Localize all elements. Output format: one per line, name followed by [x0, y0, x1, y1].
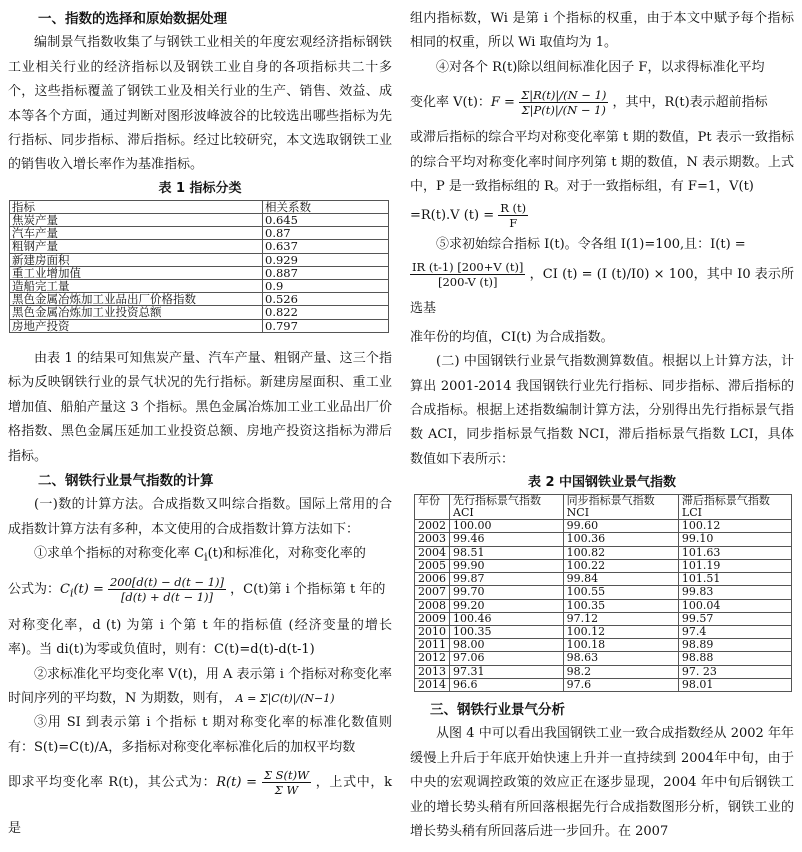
section-1-paragraph-1: 编制景气指数收集了与钢铁工业相关的年度宏观经济指标钢铁工业相关行业的经济指标以及钢铁工业自身的各项指标共二十多个，这些指标覆盖了钢铁工业及相关行业的生产、销售、效益、成本等各个方面，通过判断对图形波峰波谷的比较选出哪些指标为先行指标、同步指标、滞后指标。经过比较研究，本文选取钢铁工业的销售收入增长率作为基准指标。: [8, 35, 392, 173]
formula-1-suffix: ，C(t)第 i 个指标第 t 年的: [230, 582, 386, 598]
formula-6-fraction: [410, 260, 525, 289]
section-3-paragraph-1: 从图 4 中可以看出我国钢铁工业一致合成指数经从 2002 年年缓慢上升后于年底开始快速上升并一直持续到 2004年中旬，由于中央的宏观调控政策的效应正在逐步显现，2004 年中旬后钢铁工业的增长势头稍有所回落根据先行合成指数图形分析，钢铁工业的增长势头稍有所回落后进一步回升。在 2007: [410, 726, 794, 839]
table-cell: 2005: [415, 559, 450, 572]
formula-4-suffix: ，其中，R(t)表示超前指标: [612, 95, 768, 111]
table-row: [415, 665, 792, 678]
table-cell: 造船完工量: [10, 280, 263, 293]
s2-p2-part-a: ①求单个指标的对称变化率 C: [34, 546, 205, 562]
table-row: [415, 599, 792, 612]
section-2-paragraph-1: (一)数的计算方法。合成指数又叫综合指数。国际上常用的合成指数计算方法有多种，本文使用的合成指数计算方法如下：: [8, 497, 392, 537]
table-cell: 100.00: [450, 520, 564, 533]
table-row: [415, 678, 792, 691]
right-paragraph-9: (二) 中国钢铁行业景气指数测算数值。根据以上计算方法，计算出 2001-2014 我国钢铁行业先行指标、同步指标、滞后指标的合成指标。根据上述指数编制计算方法，分别得出先行指标景气指数 ACI，同步指标景气指数 NCI，滞后指标景气指数 LCI，具体数值如下表所示：: [410, 354, 794, 467]
table-cell: 0.87: [263, 227, 389, 240]
left-column: [8, 0, 392, 852]
table-2: [414, 494, 792, 692]
section-2-title: 二、钢铁行业景气指数的计算: [38, 472, 214, 489]
table-row: [10, 280, 389, 293]
table-cell: 98.00: [450, 639, 564, 652]
table-row: [415, 533, 792, 546]
right-paragraph-1: 组内指标数，Wi 是第 i 个指标的权重，由于本文中赋予每个指标相同的权重，所以 Wi 取值均为 1。: [410, 11, 794, 51]
table-row: [415, 612, 792, 625]
s2-p2-part-b: (t)和标准化，对称变化率的: [207, 546, 366, 562]
table-row: [10, 227, 389, 240]
table-cell: 99.70: [450, 586, 564, 599]
table-cell: 房地产投资: [10, 319, 263, 332]
table-cell: 100.12: [678, 520, 791, 533]
table-cell: 重工业增加值: [10, 266, 263, 279]
table-cell: 99.60: [563, 520, 678, 533]
table-row: [415, 586, 792, 599]
section-3-title: 三、钢铁行业景气分析: [430, 701, 565, 718]
table-2-header-cell: 年份: [415, 495, 450, 520]
table-cell: 100.55: [563, 586, 678, 599]
formula-6-denominator: [200-V (t)]: [437, 274, 498, 289]
table-cell: 0.9: [263, 280, 389, 293]
table-cell: 0.645: [263, 214, 389, 227]
table-cell: 96.6: [450, 678, 564, 691]
formula-1-prefix: 公式为：: [8, 582, 61, 598]
table-cell: 100.18: [563, 639, 678, 652]
table-row: [10, 266, 389, 279]
table-1-header-row: [10, 200, 389, 213]
section-1-title: 一、指数的选择和原始数据处理: [38, 11, 227, 27]
right-paragraph-8: 准年份的均值，CI(t) 为合成指数。: [410, 329, 614, 345]
table-cell: 100.35: [563, 599, 678, 612]
table-1: [9, 200, 389, 333]
right-paragraph-2: ④对各个 R(t)除以组间标准化因子 F，以求得标准化平均: [436, 59, 765, 75]
table-cell: 98.88: [678, 652, 791, 665]
table-cell: 97.6: [563, 678, 678, 691]
table-1-caption: 表 1 指标分类: [158, 180, 242, 196]
table-cell: 黑色金属冶炼加工业投资总额: [10, 306, 263, 319]
table-cell: 101.51: [678, 573, 791, 586]
table-cell: 99.84: [563, 573, 678, 586]
table-cell: 97.06: [450, 652, 564, 665]
table-2-header-cell: 同步指标景气指数 NCI: [563, 495, 678, 520]
table-row: [415, 546, 792, 559]
table-cell: 2014: [415, 678, 450, 691]
table-row: [415, 559, 792, 572]
table-cell: 0.637: [263, 240, 389, 253]
table-cell: 100.22: [563, 559, 678, 572]
table-cell: 2003: [415, 533, 450, 546]
table-cell: 99.46: [450, 533, 564, 546]
table-cell: 2012: [415, 652, 450, 665]
section-2-formula-3-line: 即求平均变化率 R(t)，其公式为：R(t) = $\frac{\text{Σ S(t)W}}{\text{Σ W}}$ ，上式中，k 是: [8, 768, 392, 837]
section-2-paragraph-4: 对称变化率，d (t) 为第 i 个第 t 年的指标值 (经济变量的增长率)。当 di(t)为零或负值时，则有：C(t)=d(t)-d(t-1): [8, 617, 392, 658]
formula-3-denominator: Σ W: [274, 783, 299, 798]
right-column: [410, 0, 794, 844]
table-cell: 新建房面积: [10, 253, 263, 266]
table-row: [10, 240, 389, 253]
table-cell: 0.929: [263, 253, 389, 266]
table-cell: 黑色金属冶炼加工业品出厂价格指数: [10, 293, 263, 306]
table-cell: 0.887: [263, 266, 389, 279]
s2-p5-text: ②求标准化平均变化率 V(t)，用 A 表示第 i 个指标对称变化率时间序列的平均数，N 为期数，则有，: [8, 666, 392, 706]
table-cell: 焦炭产量: [10, 214, 263, 227]
formula-4-line: 变化率 V(t)：F = $\frac{\Sigma|R(t)|/(N - 1)}{\Sigma|P(t)|/(N - 1)}$ ，其中，R(t)表示超前指标: [410, 88, 768, 118]
table-row: [415, 639, 792, 652]
section-2-paragraph-6: ③用 SI 到表示第 i 个指标 t 期对称变化率的标准化数值则有：S(t)=C(t)/A，多指标对称变化率标准化后的加权平均数: [8, 715, 392, 755]
formula-1-lhs: C: [60, 582, 70, 598]
table-cell: 101.19: [678, 559, 791, 572]
formula-4-prefix: 变化率 V(t)：: [410, 95, 491, 111]
table-row: [415, 520, 792, 533]
table-row: [10, 293, 389, 306]
table-cell: 2002: [415, 520, 450, 533]
right-paragraph-6: ⑤求初始综合指标 I(t)。令各组 I(1)=100,且：I(t) =: [436, 237, 746, 253]
table-cell: 2009: [415, 612, 450, 625]
table-1-header-cell: 相关系数: [263, 200, 389, 213]
formula-3-fraction: [262, 768, 311, 797]
table-cell: 100.36: [563, 533, 678, 546]
formula-1-fraction: [108, 575, 226, 604]
table-cell: 98.89: [678, 639, 791, 652]
section-1-paragraph-2: 由表 1 的结果可知焦炭产量、汽车产量、粗钢产量、这三个指标为反映钢铁行业的景气状况的先行指标。新建房屋面积、重工业增加值、船舶产量这 3 个指标。黑色金属冶炼加工业工业品出厂价格指数、黑色金属压延加工业投资总额、房地产投资这指标为滞后指标。: [8, 350, 392, 464]
table-cell: 0.822: [263, 306, 389, 319]
table-cell: 粗钢产量: [10, 240, 263, 253]
formula-5-prefix: =R(t).V (t) =: [410, 208, 495, 224]
section-2-formula-line: 公式为：$C_i(t)$ = $\frac{200[d(t) - d(t - 1)]}{[d(t) + d(t - 1)]}$ ，C(t)第 i 个指标第 t 年的: [8, 575, 386, 605]
table-cell: 99.83: [678, 586, 791, 599]
table-cell: 99.57: [678, 612, 791, 625]
formula-1-denominator: [d(t) + d(t − 1)]: [120, 590, 214, 605]
table-cell: 98.63: [563, 652, 678, 665]
formula-6-line: [410, 258, 794, 326]
table-row: [415, 573, 792, 586]
formula-3-prefix: 即求平均变化率 R(t)，其公式为：: [8, 775, 217, 791]
section-2-paragraph-5: [8, 663, 392, 712]
table-cell: 100.04: [678, 599, 791, 612]
formula-5-denominator: F: [509, 216, 518, 231]
section-2-paragraph-2: ①求单个指标的对称变化率 $C_i(t)$和标准化，对称变化率的: [34, 546, 366, 564]
formula-4-denominator: Σ|P(t)|/(N − 1): [521, 103, 606, 118]
table-2-caption: 表 2 中国钢铁业景气指数: [527, 475, 677, 491]
formula-5-numerator: R (t): [500, 201, 527, 216]
formula-5-line: [410, 199, 794, 233]
table-cell: 98.2: [563, 665, 678, 678]
table-1-header-cell: 指标: [10, 200, 263, 213]
table-cell: 2008: [415, 599, 450, 612]
formula-5-fraction: [498, 201, 528, 230]
table-cell: 98.01: [678, 678, 791, 691]
table-row: [10, 214, 389, 227]
table-cell: 101.63: [678, 546, 791, 559]
formula-1-numerator: 200[d(t) − d(t − 1)]: [109, 575, 225, 590]
table-cell: 0.526: [263, 293, 389, 306]
table-cell: 2013: [415, 665, 450, 678]
table-cell: 97. 23: [678, 665, 791, 678]
table-2-header-cell: 滞后指标景气指数 LCI: [678, 495, 791, 520]
table-cell: 99.10: [678, 533, 791, 546]
table-cell: 100.82: [563, 546, 678, 559]
table-cell: 99.87: [450, 573, 564, 586]
table-cell: 97.4: [678, 625, 791, 638]
table-cell: 2011: [415, 639, 450, 652]
formula-4-fraction: [519, 88, 608, 117]
formula-6-suffix: ，CI (t) = (I (t)/I0) × 100，其中 I0 表示所选基: [410, 266, 794, 316]
table-row: [415, 652, 792, 665]
table-row: [415, 625, 792, 638]
table-cell: 2007: [415, 586, 450, 599]
formula-6-numerator: IR (t-1) [200+V (t)]: [412, 259, 524, 274]
formula-2: A = Σ|C(t)|/(N−1): [235, 691, 335, 705]
table-cell: 99.90: [450, 559, 564, 572]
table-row: [10, 306, 389, 319]
table-cell: 100.46: [450, 612, 564, 625]
formula-3-numerator: Σ S(t)W: [263, 768, 309, 783]
table-row: [10, 253, 389, 266]
table-row: [10, 319, 389, 332]
formula-4-numerator: Σ|R(t)|/(N − 1): [521, 88, 607, 103]
table-cell: 97.31: [450, 665, 564, 678]
table-cell: 2006: [415, 573, 450, 586]
table-cell: 0.797: [263, 319, 389, 332]
table-2-header-cell: 先行指标景气指数 ACI: [450, 495, 564, 520]
right-paragraph-4: 或滞后指标的综合平均对称变化率第 t 期的数值，Pt 表示一致指标的综合平均对称变化率时间序列第 t 期的数值，N 表示期数。上式中，P 是一致指标组的 R。对于一致指标组，有 F=1，V(t): [410, 130, 794, 195]
table-cell: 汽车产量: [10, 227, 263, 240]
table-cell: 100.12: [563, 625, 678, 638]
table-cell: 100.35: [450, 625, 564, 638]
table-cell: 2010: [415, 625, 450, 638]
table-cell: 99.20: [450, 599, 564, 612]
formula-3-suffix: ，上式中，k 是: [8, 775, 392, 837]
table-cell: 2004: [415, 546, 450, 559]
table-cell: 97.12: [563, 612, 678, 625]
table-2-header-row: [415, 495, 792, 520]
table-cell: 98.51: [450, 546, 564, 559]
